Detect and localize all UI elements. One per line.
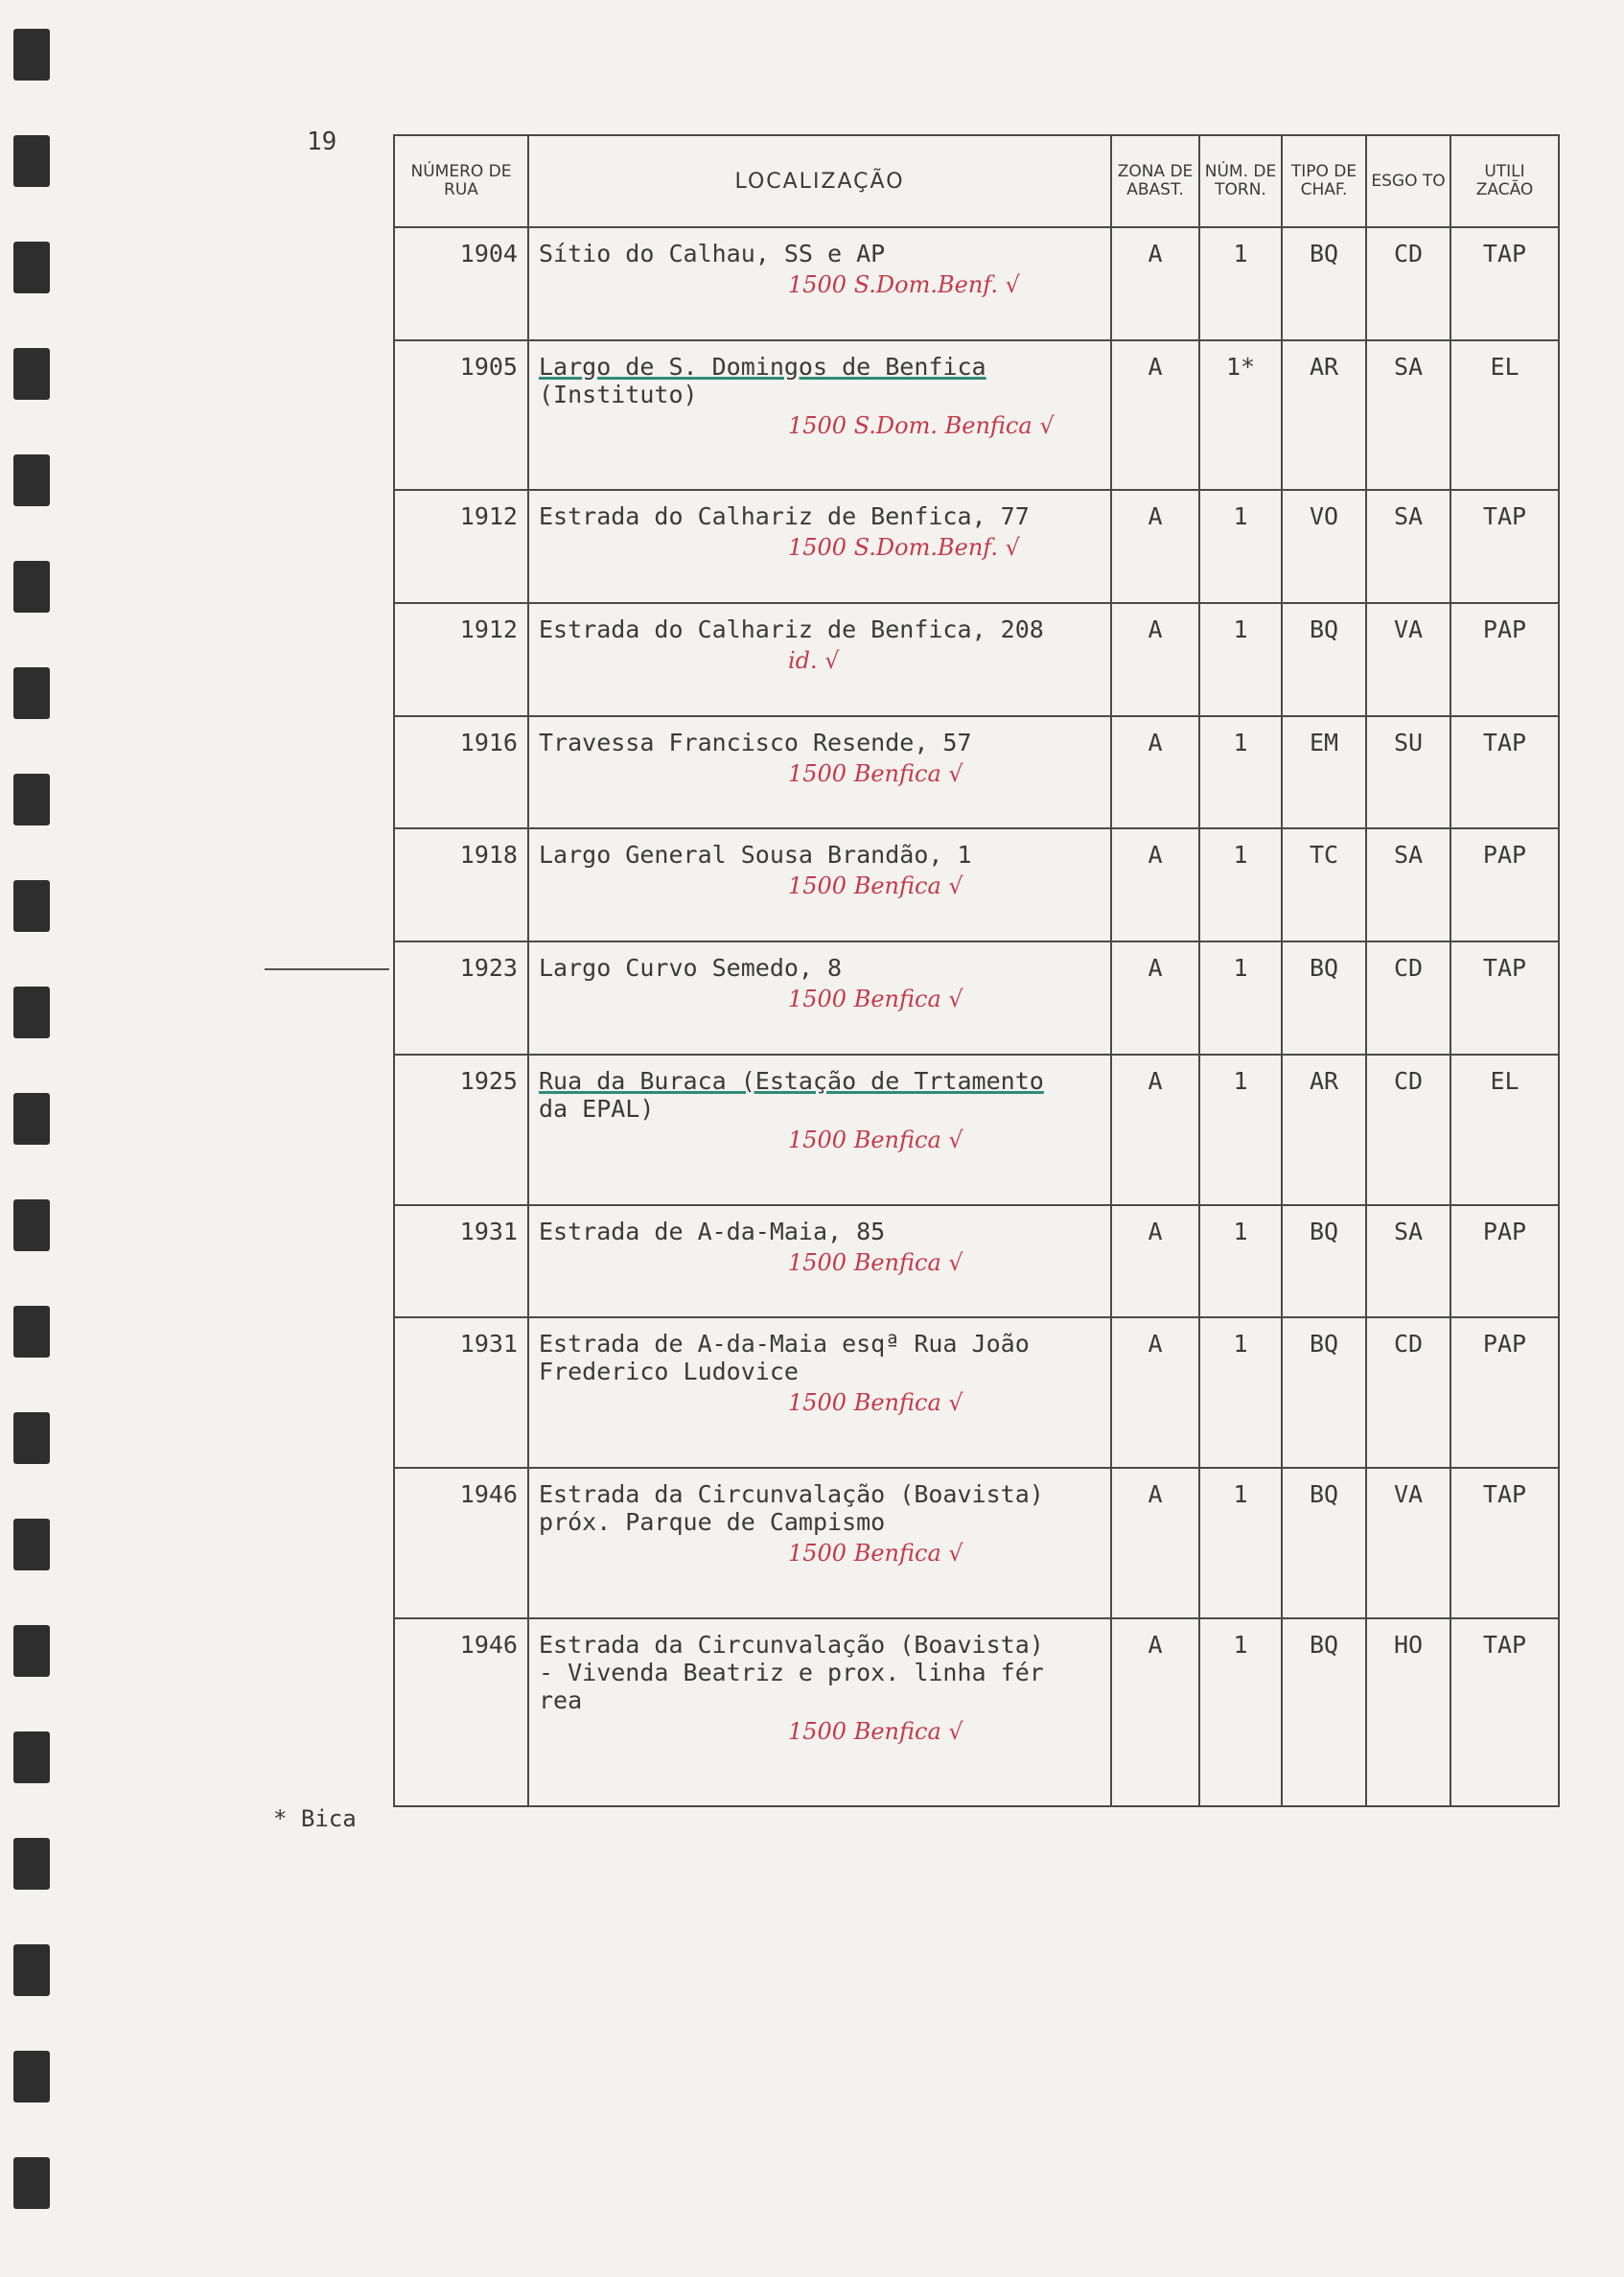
location-cell (528, 941, 1111, 1055)
location-cell (528, 1205, 1111, 1318)
street-number: 1916 (394, 716, 528, 829)
supply-zone: A (1111, 1618, 1199, 1806)
street-number: 1925 (394, 1055, 528, 1205)
location-cell (528, 1618, 1111, 1806)
note-text: 1500 S.Dom.Benf. (788, 534, 998, 562)
location-line-2: (Instituto) (539, 380, 698, 408)
page-number: 19 (307, 128, 337, 156)
tap-count: 1 (1199, 603, 1282, 716)
note-text: 1500 Benfica (788, 1540, 941, 1568)
binding-ring (13, 561, 50, 613)
usage-code: TAP (1450, 941, 1559, 1055)
tap-count: 1 (1199, 1055, 1282, 1205)
table-row (394, 227, 1559, 340)
sewer-code: SA (1366, 828, 1450, 941)
location-line-1: Estrada da Circunvalação (Boavista) (539, 1480, 1044, 1509)
location-line-2: da EPAL) (539, 1094, 655, 1123)
handwritten-note (539, 534, 1101, 561)
tap-count: 1 (1199, 828, 1282, 941)
note-text: 1500 S.Dom. Benfica (788, 411, 1032, 439)
header-location: LOCALIZAÇÃO (528, 135, 1111, 227)
supply-zone: A (1111, 1317, 1199, 1468)
street-number: 1931 (394, 1317, 528, 1468)
location-line-1: Estrada do Calhariz de Benfica, 208 (539, 616, 1044, 644)
location-cell (528, 1055, 1111, 1205)
usage-code: TAP (1450, 1618, 1559, 1806)
handwritten-note (539, 1127, 1101, 1153)
check-mark-icon: √ (940, 1540, 963, 1568)
location-line-1: Largo General Sousa Brandão, 1 (539, 841, 972, 870)
sewer-code: CD (1366, 1317, 1450, 1468)
location-cell (528, 340, 1111, 491)
binding-ring (13, 2051, 50, 2103)
tap-count: 1 (1199, 490, 1282, 603)
usage-code: PAP (1450, 1317, 1559, 1468)
tap-count: 1* (1199, 340, 1282, 491)
check-mark-icon: √ (940, 1717, 963, 1745)
check-mark-icon: √ (940, 759, 963, 787)
tap-count: 1 (1199, 716, 1282, 829)
binding-ring (13, 774, 50, 825)
binding-ring (13, 1412, 50, 1464)
table-row (394, 941, 1559, 1055)
supply-zone: A (1111, 603, 1199, 716)
location-line-1: Estrada de A-da-Maia esqª Rua João (539, 1330, 1030, 1359)
location-line-2: próx. Parque de Campismo (539, 1508, 886, 1537)
check-mark-icon: √ (1032, 411, 1055, 439)
fountain-type: BQ (1282, 1468, 1366, 1618)
location-line-1: Travessa Francisco Resende, 57 (539, 728, 972, 756)
handwritten-note (539, 412, 1101, 439)
tap-count: 1 (1199, 1468, 1282, 1618)
sewer-code: SU (1366, 716, 1450, 829)
fountain-type: VO (1282, 490, 1366, 603)
location-cell (528, 828, 1111, 941)
street-number: 1931 (394, 1205, 528, 1318)
handwritten-note (539, 760, 1101, 787)
check-mark-icon: √ (940, 986, 963, 1013)
usage-code: EL (1450, 340, 1559, 491)
tap-count: 1 (1199, 1618, 1282, 1806)
supply-zone: A (1111, 828, 1199, 941)
header-use: UTILI ZACÃO (1450, 135, 1559, 227)
binding-ring (13, 1199, 50, 1251)
handwritten-note (539, 872, 1101, 899)
binding-ring (13, 29, 50, 81)
binding-ring (13, 1625, 50, 1677)
check-mark-icon: √ (997, 271, 1020, 298)
note-text: 1500 Benfica (788, 759, 941, 787)
note-text: 1500 Benfica (788, 986, 941, 1013)
table-row (394, 1317, 1559, 1468)
note-text: 1500 Benfica (788, 1389, 941, 1417)
table-row (394, 1205, 1559, 1318)
fountain-type: EM (1282, 716, 1366, 829)
table-row (394, 1618, 1559, 1806)
table-row (394, 1055, 1559, 1205)
header-row (394, 135, 1559, 227)
check-mark-icon: √ (940, 1248, 963, 1276)
fountain-type: TC (1282, 828, 1366, 941)
binding-ring (13, 667, 50, 719)
supply-zone: A (1111, 340, 1199, 491)
location-cell (528, 1317, 1111, 1468)
usage-code: TAP (1450, 716, 1559, 829)
handwritten-note (539, 647, 1101, 674)
fountain-type: BQ (1282, 941, 1366, 1055)
header-type: TIPO DE CHAF. (1282, 135, 1366, 227)
check-mark-icon: √ (997, 534, 1020, 562)
street-number: 1904 (394, 227, 528, 340)
spiral-binding (13, 29, 52, 2263)
tap-count: 1 (1199, 1317, 1282, 1468)
check-mark-icon: √ (940, 1389, 963, 1417)
location-line-1: Estrada de A-da-Maia, 85 (539, 1217, 886, 1245)
location-cell (528, 1468, 1111, 1618)
sewer-code: HO (1366, 1618, 1450, 1806)
handwritten-note (539, 986, 1101, 1012)
fountain-type: BQ (1282, 1205, 1366, 1318)
location-cell (528, 490, 1111, 603)
sewer-code: CD (1366, 941, 1450, 1055)
supply-zone: A (1111, 1468, 1199, 1618)
binding-ring (13, 1944, 50, 1996)
table-row (394, 1468, 1559, 1618)
tap-count: 1 (1199, 1205, 1282, 1318)
note-text: 1500 Benfica (788, 872, 941, 900)
usage-code: PAP (1450, 603, 1559, 716)
header-sewer: ESGO TO (1366, 135, 1450, 227)
location-cell (528, 603, 1111, 716)
sewer-code: SA (1366, 340, 1450, 491)
usage-code: TAP (1450, 1468, 1559, 1618)
check-mark-icon: √ (940, 872, 963, 900)
table-row (394, 490, 1559, 603)
margin-line (265, 968, 389, 970)
handwritten-note (539, 1718, 1101, 1745)
location-line-1: Largo de S. Domingos de Benfica (539, 352, 986, 381)
binding-ring (13, 242, 50, 293)
header-street: NÚMERO DE RUA (394, 135, 528, 227)
sewer-code: SA (1366, 490, 1450, 603)
note-text: 1500 Benfica (788, 1126, 941, 1153)
fountain-table (393, 134, 1558, 1807)
usage-code: PAP (1450, 1205, 1559, 1318)
supply-zone: A (1111, 490, 1199, 603)
footnote: * Bica (273, 1805, 357, 1832)
binding-ring (13, 1838, 50, 1890)
sewer-code: CD (1366, 227, 1450, 340)
street-number: 1946 (394, 1468, 528, 1618)
location-line-1: Rua da Buraca (Estação de Trtamento (539, 1066, 1044, 1095)
binding-ring (13, 880, 50, 932)
check-mark-icon: √ (940, 1126, 963, 1153)
usage-code: TAP (1450, 227, 1559, 340)
street-number: 1923 (394, 941, 528, 1055)
handwritten-note (539, 1249, 1101, 1276)
supply-zone: A (1111, 227, 1199, 340)
sewer-code: SA (1366, 1205, 1450, 1318)
fountain-type: BQ (1282, 1317, 1366, 1468)
location-line-2: Frederico Ludovice (539, 1358, 799, 1386)
note-text: 1500 S.Dom.Benf. (788, 271, 998, 298)
usage-code: PAP (1450, 828, 1559, 941)
usage-code: TAP (1450, 490, 1559, 603)
handwritten-note (539, 1540, 1101, 1567)
binding-ring (13, 1731, 50, 1783)
binding-ring (13, 454, 50, 506)
location-line-1: Largo Curvo Semedo, 8 (539, 954, 843, 983)
binding-ring (13, 987, 50, 1038)
location-cell (528, 716, 1111, 829)
sewer-code: VA (1366, 1468, 1450, 1618)
tap-count: 1 (1199, 941, 1282, 1055)
header-zone: ZONA DE ABAST. (1111, 135, 1199, 227)
note-text: 1500 Benfica (788, 1248, 941, 1276)
street-number: 1912 (394, 490, 528, 603)
location-line-1: Estrada do Calhariz de Benfica, 77 (539, 502, 1030, 531)
location-cell (528, 227, 1111, 340)
table-row (394, 340, 1559, 491)
fountain-type: BQ (1282, 1618, 1366, 1806)
street-number: 1918 (394, 828, 528, 941)
note-text: 1500 Benfica (788, 1717, 941, 1745)
binding-ring (13, 135, 50, 187)
location-line-1: Estrada da Circunvalação (Boavista) (539, 1630, 1044, 1659)
fountain-type: AR (1282, 340, 1366, 491)
table-row (394, 828, 1559, 941)
table-row (394, 603, 1559, 716)
tap-count: 1 (1199, 227, 1282, 340)
check-mark-icon: √ (817, 647, 840, 675)
fountain-type: AR (1282, 1055, 1366, 1205)
sewer-code: VA (1366, 603, 1450, 716)
street-number: 1912 (394, 603, 528, 716)
supply-zone: A (1111, 941, 1199, 1055)
binding-ring (13, 1519, 50, 1570)
supply-zone: A (1111, 1055, 1199, 1205)
sewer-code: CD (1366, 1055, 1450, 1205)
supply-zone: A (1111, 1205, 1199, 1318)
handwritten-note (539, 1389, 1101, 1416)
supply-zone: A (1111, 716, 1199, 829)
usage-code: EL (1450, 1055, 1559, 1205)
binding-ring (13, 2157, 50, 2209)
fountain-type: BQ (1282, 603, 1366, 716)
header-taps: NÚM. DE TORN. (1199, 135, 1282, 227)
fountain-type: BQ (1282, 227, 1366, 340)
location-line-1: Sítio do Calhau, SS e AP (539, 240, 886, 267)
note-text: id. (788, 647, 818, 675)
binding-ring (13, 1093, 50, 1145)
location-line-2: - Vivenda Beatriz e prox. linha fér rea (539, 1658, 1044, 1714)
binding-ring (13, 348, 50, 400)
table-row (394, 716, 1559, 829)
binding-ring (13, 1306, 50, 1358)
street-number: 1905 (394, 340, 528, 491)
street-number: 1946 (394, 1618, 528, 1806)
handwritten-note (539, 271, 1101, 298)
